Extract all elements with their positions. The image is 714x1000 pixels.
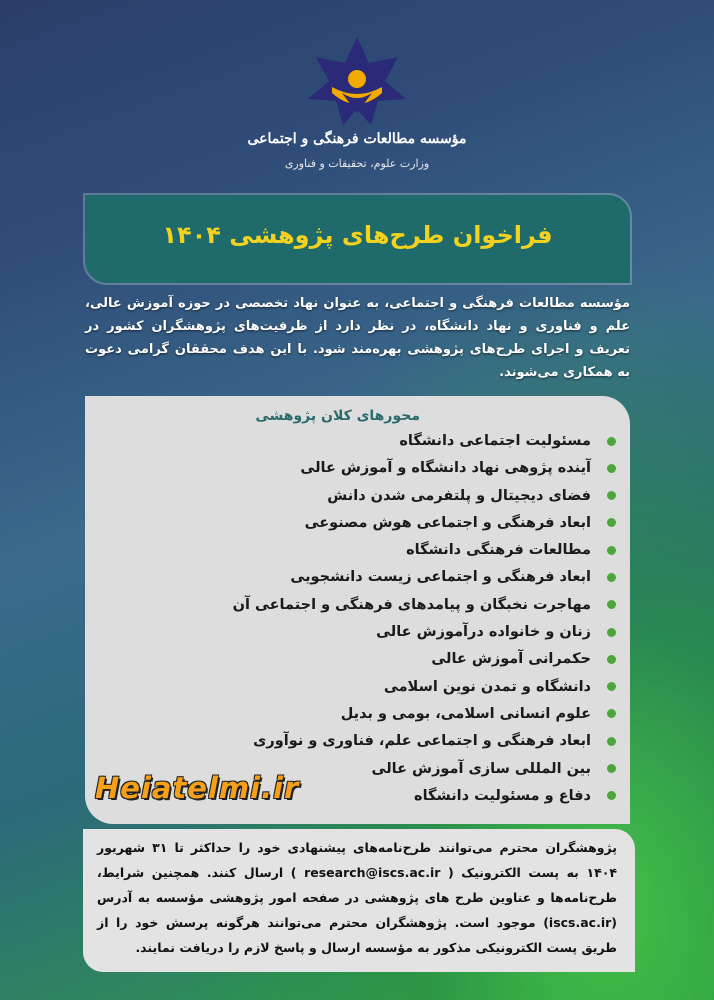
list-item bbox=[233, 646, 616, 673]
site-watermark: Heiatelmi.ir bbox=[95, 771, 300, 805]
axis-label: مطالعات فرهنگی دانشگاه bbox=[406, 542, 591, 559]
bullet-icon bbox=[607, 546, 616, 555]
axis-label: مهاجرت نخبگان و پیامدهای فرهنگی و اجتماعی آن bbox=[232, 596, 591, 613]
bullet-icon bbox=[607, 464, 616, 473]
axes-heading: محورهای کلان پژوهشی bbox=[255, 408, 420, 424]
logo-institute-name: مؤسسه مطالعات فرهنگی و اجتماعی bbox=[247, 131, 467, 147]
list-item bbox=[233, 728, 616, 755]
bullet-icon bbox=[607, 682, 616, 691]
submission-info-text: پژوهشگران محترم می‌توانند طرح‌نامه‌های پیشنهادی خود را حداکثر تا ۳۱ شهریور ۱۴۰۴ به پست الکترونیک ( research@iscs.ac.ir ) ارسال کنند. همچنین شرایط، طرح‌نامه‌ها و عناوین طرح های پژوهشی در صفحه امور پژوهشی مؤسسه به آدرس (iscs.ac.ir) موجود است. پژوهشگران محترم می‌توانند هرگونه پرسش خود را از طریق پست الکترونیکی مذکور به مؤسسه ارسال و پاسخ لازم را دریافت نمایند. bbox=[97, 840, 617, 955]
logo-ministry-name: وزارت علوم، تحقیقات و فناوری bbox=[284, 157, 430, 170]
axis-label: دانشگاه و تمدن نوین اسلامی bbox=[383, 678, 591, 695]
axis-label: فضای دیجیتال و پلتفرمی شدن دانش bbox=[327, 487, 591, 504]
bullet-icon bbox=[607, 600, 616, 609]
bullet-icon bbox=[607, 491, 616, 500]
bullet-icon bbox=[607, 573, 616, 582]
list-item bbox=[233, 592, 616, 619]
intro-paragraph: مؤسسه مطالعات فرهنگی و اجتماعی، به عنوان نهاد تخصصی در حوزه آموزش عالی، علم و فناوری و نهاد دانشگاه، در نظر دارد از ظرفیت‌های پژوهشگران کشور در تعریف و اجرای طرح‌های پژوهشی بهره‌مند شود. با این هدف محققان گرامی دعوت به همکاری می‌شوند. bbox=[85, 296, 630, 380]
list-item bbox=[233, 510, 616, 537]
bullet-icon bbox=[607, 655, 616, 664]
page-title: فراخوان طرح‌های پژوهشی ۱۴۰۴ bbox=[162, 221, 553, 249]
axis-label: زنان و خانواده درآموزش عالی bbox=[376, 624, 591, 641]
bullet-icon bbox=[607, 791, 616, 800]
bullet-icon bbox=[607, 764, 616, 773]
axis-label: حکمرانی آموزش عالی bbox=[431, 651, 591, 668]
list-item bbox=[233, 483, 616, 510]
axis-label: مسئولیت اجتماعی دانشگاه bbox=[399, 433, 591, 449]
list-item bbox=[233, 564, 616, 591]
institute-logo bbox=[0, 35, 714, 170]
axis-label: علوم انسانی اسلامی، بومی و بدیل bbox=[340, 705, 591, 722]
axis-label: دفاع و مسئولیت دانشگاه bbox=[414, 787, 591, 804]
submission-info-panel bbox=[83, 829, 635, 972]
bullet-icon bbox=[607, 628, 616, 637]
list-item bbox=[233, 674, 616, 701]
list-item bbox=[233, 428, 616, 455]
bullet-icon bbox=[607, 518, 616, 527]
axis-label: آینده پژوهی نهاد دانشگاه و آموزش عالی bbox=[300, 460, 591, 477]
list-item bbox=[233, 455, 616, 482]
bullet-icon bbox=[607, 737, 616, 746]
list-item bbox=[233, 537, 616, 564]
axis-label: ابعاد فرهنگی و اجتماعی زیست دانشجویی bbox=[290, 569, 591, 586]
list-item bbox=[233, 619, 616, 646]
list-item bbox=[233, 701, 616, 728]
axes-list bbox=[233, 428, 616, 810]
bullet-icon bbox=[607, 437, 616, 446]
bullet-icon bbox=[607, 709, 616, 718]
title-banner bbox=[85, 195, 630, 283]
axis-label: بین المللی سازی آموزش عالی bbox=[371, 760, 591, 777]
research-axes-panel bbox=[85, 396, 630, 824]
institute-emblem-icon bbox=[302, 35, 412, 127]
axis-label: ابعاد فرهنگی و اجتماعی هوش مصنوعی bbox=[304, 514, 591, 531]
axis-label: ابعاد فرهنگی و اجتماعی علم، فناوری و نوآوری bbox=[253, 733, 591, 750]
